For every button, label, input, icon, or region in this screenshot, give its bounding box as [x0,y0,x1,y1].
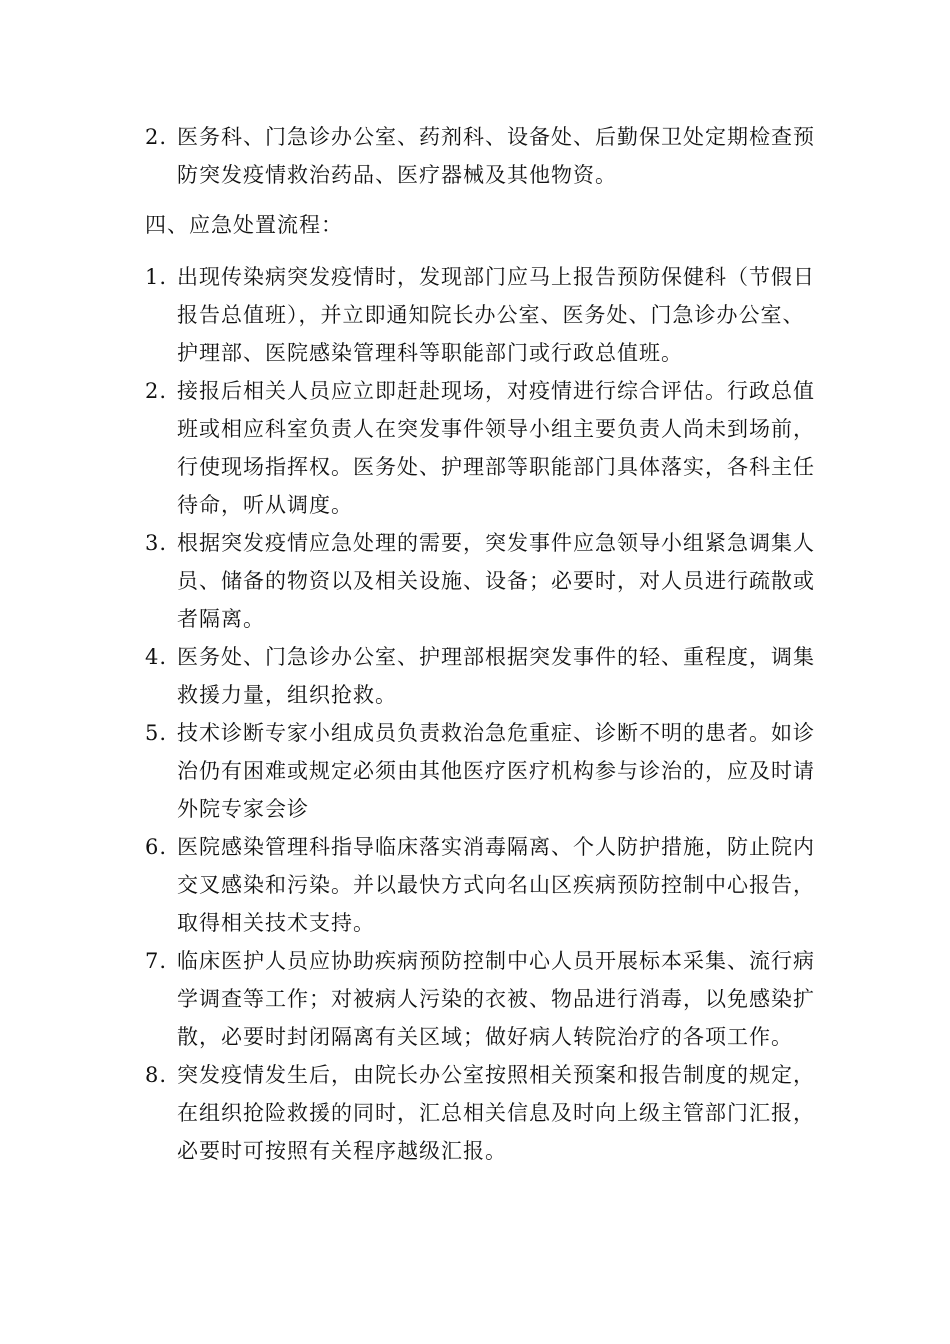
list-item-number: 1. [145,265,168,289]
list-item-number: 3. [145,531,168,555]
list-item [145,258,815,372]
list-item [145,1056,815,1170]
list-item [145,118,815,194]
list-item-text: 出现传染病突发疫情时，发现部门应马上报告预防保健科（节假日报告总值班），并立即通知院长办公室、医务处、门急诊办公室、护理部、医院感染管理科等职能部门或行政总值班。 [177,265,815,365]
list-item-text: 接报后相关人员应立即赶赴现场，对疫情进行综合评估。行政总值班或相应科室负责人在突发事件领导小组主要负责人尚未到场前，行使现场指挥权。医务处、护理部等职能部门具体落实，各科主任待命，听从调度。 [177,379,815,517]
section-heading: 四、应急处置流程： [145,213,343,237]
list-item-text: 医务处、门急诊办公室、护理部根据突发事件的轻、重程度，调集救援力量，组织抢救。 [177,645,815,707]
list-item [145,828,815,942]
list-item-text: 技术诊断专家小组成员负责救治急危重症、诊断不明的患者。如诊治仍有困难或规定必须由其他医疗医疗机构参与诊治的，应及时请外院专家会诊 [177,721,815,821]
list-item [145,372,815,524]
list-item-number: 5. [145,721,168,745]
list-item-number: 6. [145,835,168,859]
list-item-number: 2. [145,125,168,149]
list-item-number: 7. [145,949,168,973]
list-item-text: 突发疫情发生后，由院长办公室按照相关预案和报告制度的规定，在组织抢险救援的同时，汇总相关信息及时向上级主管部门汇报，必要时可按照有关程序越级汇报。 [177,1063,815,1163]
list-item-text: 医务科、门急诊办公室、药剂科、设备处、后勤保卫处定期检查预防突发疫情救治药品、医疗器械及其他物资。 [177,125,815,187]
list-item [145,638,815,714]
list-item [145,524,815,638]
list-item-text: 临床医护人员应协助疾病预防控制中心人员开展标本采集、流行病学调查等工作；对被病人污染的衣被、物品进行消毒，以免感染扩散，必要时封闭隔离有关区域；做好病人转院治疗的各项工作。 [177,949,815,1049]
list-item-text: 医院感染管理科指导临床落实消毒隔离、个人防护措施，防止院内交叉感染和污染。并以最快方式向名山区疾病预防控制中心报告，取得相关技术支持。 [177,835,815,935]
list-item-number: 8. [145,1063,168,1087]
list-item-text: 根据突发疫情应急处理的需要，突发事件应急领导小组紧急调集人员、储备的物资以及相关设施、设备；必要时，对人员进行疏散或者隔离。 [177,531,815,631]
list-item [145,714,815,828]
list-item-number: 2. [145,379,168,403]
list-item [145,942,815,1056]
document-body [145,118,815,1170]
list-item-number: 4. [145,645,168,669]
